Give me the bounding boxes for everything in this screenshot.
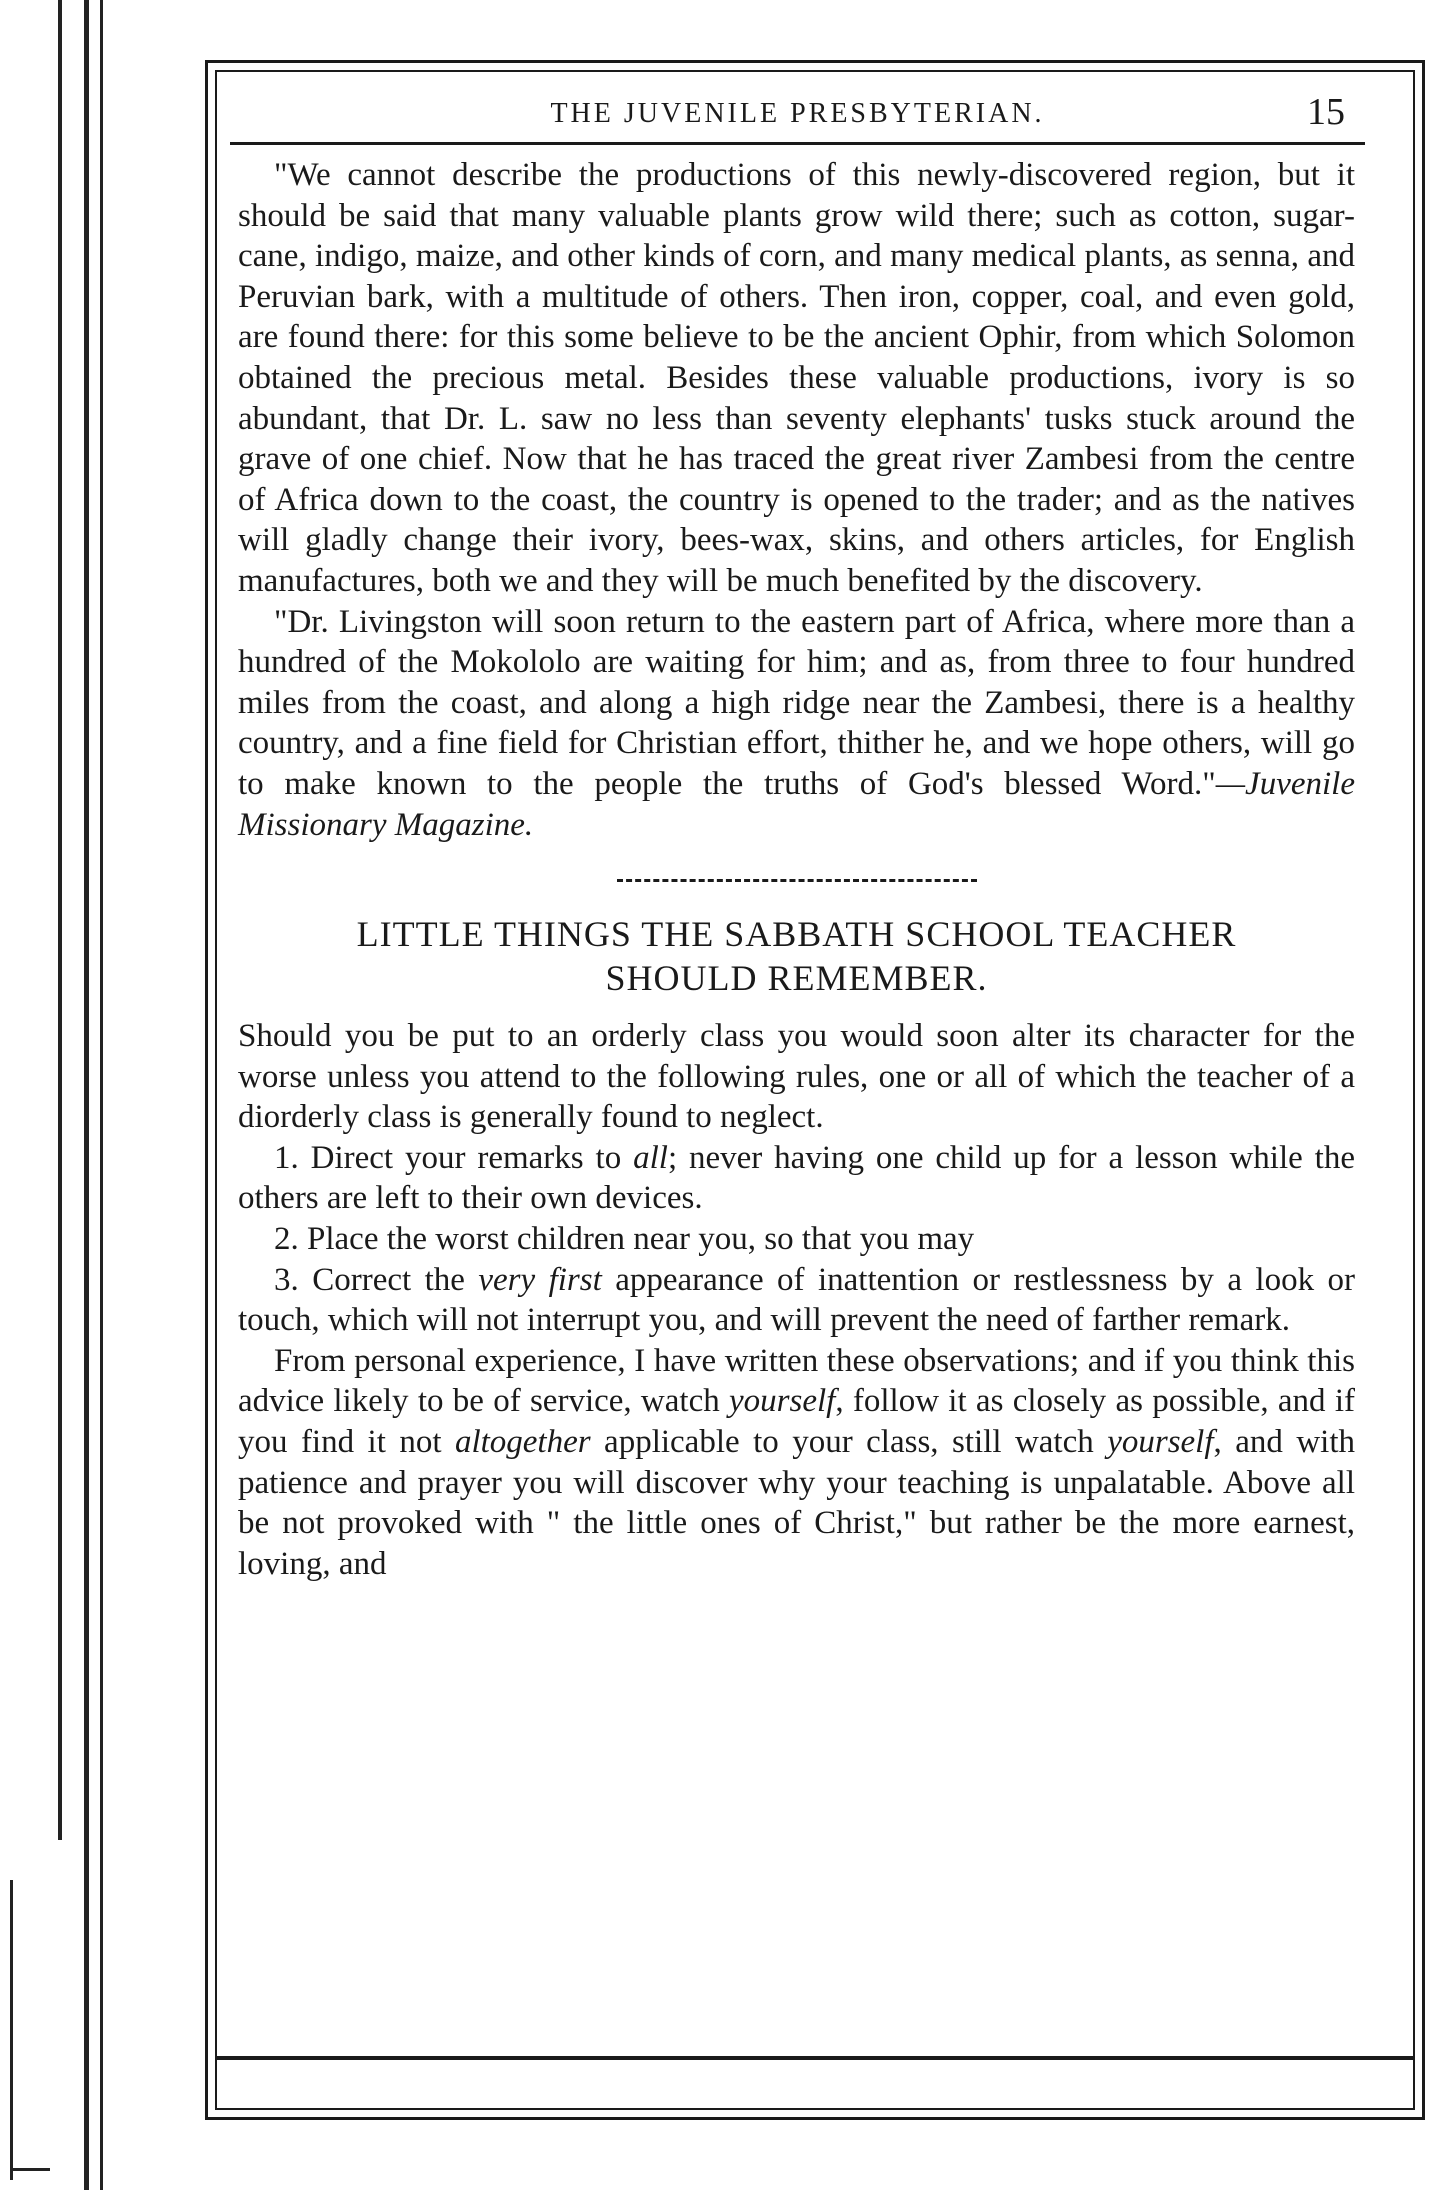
page-content — [230, 80, 1365, 2080]
rule-text-cont: appearance of inattention or restlessness by a look or touch, which will not interrupt you, and will prevent the need of farther remark. — [238, 1261, 1355, 1339]
closing-text-4: , and with patience and prayer you will discover why your teaching is unpalatable. Above all be not provoked with " the little ones of Christ," but rather be the more earnest, loving, and — [238, 1424, 1355, 1582]
article1-source: —Juvenile Missionary Magazine. — [238, 765, 1355, 843]
article1-paragraph-1: "We cannot describe the productions of this newly-discovered region, but it should be said that many valuable plants grow wild there; such as cotton, sugar-cane, indigo, maize, and other kinds of corn, and many medical plants, as senna, and Peruvian bark, with a multitude of others. Then iron, copper, coal, and even gold, are found there: for this some believe to be the ancient Ophir, from which Solomon obtained the precious metal. Besides these valuable productions, ivory is so abundant, that Dr. L. saw no less than seventy elephants' tusks stuck around the grave of one chief. Now that he has traced the great river Zambesi from the centre of Africa down to the coast, the country is opened to the trader; and as the natives will gladly change their ivory, bees-wax, skins, and others articles, for English manufactures, both we and they will be much benefited by the discovery. — [238, 157, 1355, 599]
teacher-rules-list — [238, 1138, 1355, 1341]
running-title: THE JUVENILE PRESBYTERIAN. — [550, 98, 1045, 129]
article1-paragraph-2 — [238, 602, 1355, 846]
closing-text-2: , follow it as closely as possible, and if you find it not — [238, 1383, 1355, 1461]
teacher-rule-1 — [238, 1138, 1355, 1219]
teacher-rule-3 — [238, 1260, 1355, 1341]
rule-emphasis: very first — [478, 1261, 602, 1298]
running-head — [230, 80, 1365, 145]
article-body — [230, 155, 1365, 1584]
page-number: 15 — [1307, 91, 1345, 133]
rule-number: 3. — [274, 1261, 299, 1298]
page-spine-edge — [0, 0, 180, 2190]
article1-paragraph-2-text: "Dr. Livingston will soon return to the eastern part of Africa, where more than a hundred of the Mokololo are waiting for him; and as, from three to four hundred miles from the coast, and along a high ridge near the Zambesi, there is a healthy country, and a fine field for Christian effort, thither he, and we hope others, will go to make known to the people the truths of God's blessed Word." — [238, 603, 1355, 802]
rule-number: 2. — [274, 1221, 299, 1258]
teacher-rule-2 — [238, 1219, 1355, 1260]
rule-text: Correct the — [312, 1261, 479, 1298]
article2-title-line-2: SHOULD REMEMBER. — [605, 958, 988, 999]
rule-text: Direct your remarks to — [310, 1139, 634, 1176]
rule-text: Place the worst children near you, so that you may — [307, 1221, 975, 1258]
rule-number: 1. — [274, 1139, 299, 1176]
closing-emphasis-2: altogether — [454, 1424, 591, 1461]
article2-title-line-1: LITTLE THINGS THE SABBATH SCHOOL TEACHER — [356, 914, 1237, 955]
article2-closing — [238, 1341, 1355, 1585]
rule-text-cont: ; never having one child up for a lesson while the others are left to their own devices. — [238, 1139, 1355, 1217]
article2-intro: Should you be put to an orderly class you would soon alter its character for the worse unless you attend to the following rules, one or all of which the teacher of a diorderly class is generally found to neglect. — [238, 1018, 1355, 1136]
section-divider — [617, 879, 977, 882]
closing-emphasis-3: yourself — [1107, 1424, 1214, 1461]
closing-emphasis-1: yourself — [729, 1383, 836, 1420]
closing-text-1: From personal experience, I have written these observations; and if you think this advice likely to be of service, watch — [238, 1342, 1355, 1420]
article2-title — [238, 912, 1355, 1000]
closing-text-3: applicable to your class, still watch — [590, 1424, 1108, 1461]
rule-emphasis: all — [633, 1139, 668, 1176]
